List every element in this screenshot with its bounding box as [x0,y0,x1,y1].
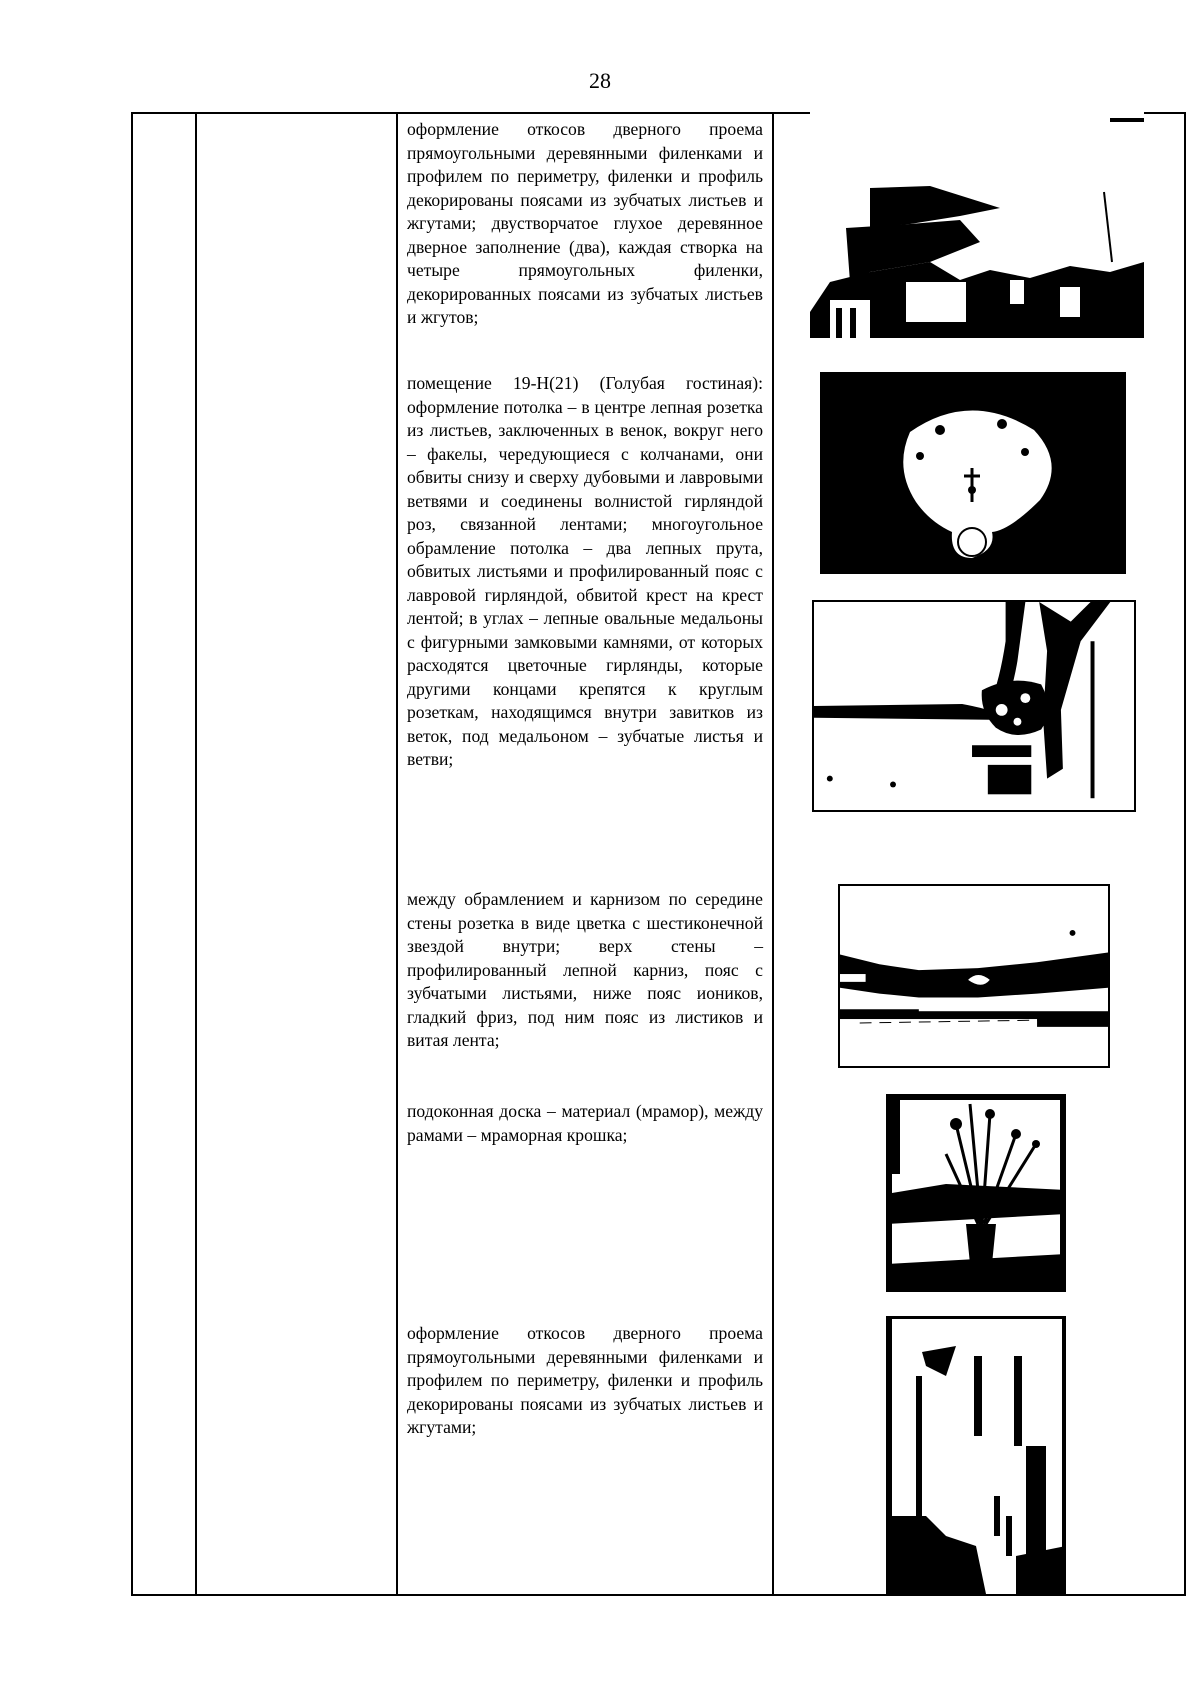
description-wall-cornice: между обрамлением и карнизом по середине стены розетка в виде цветка с шестиконечной звездой внутри; верх стены – профилированный лепной карниз, пояс с зубчатыми листьями, ниже пояс иоников, гладкий фриз, под ним пояс из листиков и витая лента; [407,889,763,1050]
description-door-slopes: оформление откосов дверного проема прямоугольными деревянными филенками и профилем по периметру, филенки и профиль декорированы поясами из зубчатых листьев и жгутами; двустворчатое глухое деревянное дверное заполнение (два), каждая створка на четыре прямоугольных филенки, декорированных поясами из зубчатых листьев и жгутов; [407,119,763,327]
table-col-line-2 [195,112,197,1596]
table-col-line-1 [131,112,133,1596]
description-window-sill: подоконная доска – материал (мрамор), между рамами – мраморная крошка; [407,1101,763,1145]
table-col-line-4 [772,112,774,1596]
photo-ceiling-rosette [820,372,1126,574]
photo-wall-cornice [838,884,1110,1068]
table-col-line-5 [1184,112,1186,1596]
photo-door-slopes [886,1316,1066,1594]
description-door-slopes-2: оформление откосов дверного проема прямоугольными деревянными филенками и профилем по периметру, филенки и профиль декорированы поясами из зубчатых листьев и жгутами; [407,1323,763,1437]
page-number: 28 [589,68,611,93]
description-blue-drawing-room: помещение 19-Н(21) (Голубая гостиная): оформление потолка – в центре лепная розетка из листьев, заключенных в венок, вокруг него – факелы, чередующиеся с колчанами, они обвиты снизу и сверху дубовыми и лавровыми ветвями и соединены волнистой гирляндой роз, связанной лентами; многоугольное обрамление потолка – два лепных прута, обвитых листьями и профилированный пояс с лавровой гирляндой, обвитой крест на крест лентой; в углах – лепные овальные медальоны с фигурными замковыми камнями, от которых расходятся цветочные гирлянды, которые другими концами крепятся к круглым розеткам, находящимся внутри завитков из веток, под медальоном – зубчатые листья и ветви; [407,373,763,769]
photo-door-frame [810,112,1144,338]
photo-window-sill [886,1094,1066,1292]
table-bottom-border [131,1594,1186,1596]
table-col-line-3 [396,112,398,1596]
photo-ceiling-corner [812,600,1136,812]
